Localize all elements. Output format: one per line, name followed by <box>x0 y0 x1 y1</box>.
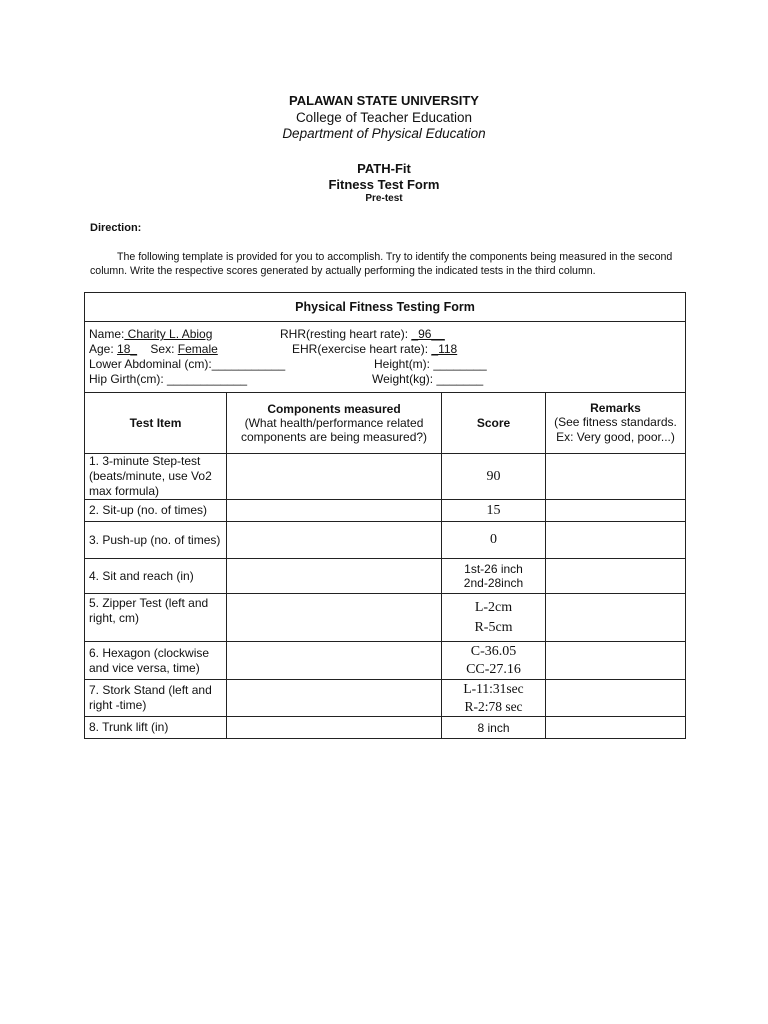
components-cell <box>227 594 442 642</box>
table-row <box>85 642 686 680</box>
score-cell <box>442 559 546 594</box>
components-cell <box>227 559 442 594</box>
age-label: Age: <box>89 342 114 356</box>
components-cell <box>227 454 442 500</box>
form-name: Fitness Test Form <box>328 177 440 192</box>
age-value: 18_ <box>117 342 138 356</box>
score-cell <box>442 642 546 680</box>
ehr-label: EHR(exercise heart rate): <box>292 342 429 356</box>
table-row <box>85 559 686 594</box>
test-item-cell: 5. Zipper Test (left and right, cm) <box>85 594 227 642</box>
remarks-cell <box>546 454 686 500</box>
fitness-test-table <box>84 292 686 739</box>
remarks-cell <box>546 594 686 642</box>
rhr-value: _96__ <box>411 327 445 341</box>
score-line-1: C-36.05 <box>470 643 517 659</box>
personal-info <box>85 322 686 393</box>
department-name: Department of Physical Education <box>282 126 486 141</box>
course-title: PATH-Fit <box>357 161 411 176</box>
components-cell <box>227 717 442 739</box>
header-components <box>227 393 442 454</box>
score-cell: 0 <box>442 522 546 559</box>
test-item-cell: 2. Sit-up (no. of times) <box>85 500 227 522</box>
score-line-2: R-5cm <box>474 619 513 635</box>
components-cell <box>227 522 442 559</box>
ehr-value: _118 <box>431 342 458 356</box>
score-line-2: R-2:78 sec <box>464 699 523 714</box>
sex-label: Sex: <box>150 342 175 356</box>
header-remarks <box>546 393 686 454</box>
name-label: Name: <box>89 327 125 341</box>
table-row <box>85 680 686 717</box>
table-row <box>85 500 686 522</box>
components-cell <box>227 642 442 680</box>
height-field: Height(m): ________ <box>374 357 487 371</box>
header-score: Score <box>442 393 546 454</box>
components-cell <box>227 500 442 522</box>
score-line-1: L-11:31sec <box>463 681 524 696</box>
score-cell <box>442 594 546 642</box>
test-item-cell: 4. Sit and reach (in) <box>85 559 227 594</box>
remarks-cell <box>546 559 686 594</box>
table-title: Physical Fitness Testing Form <box>85 293 686 322</box>
test-item-cell: 8. Trunk lift (in) <box>85 717 227 739</box>
score-line-2: CC-27.16 <box>466 661 521 677</box>
direction-text <box>90 250 686 278</box>
direction-label: Direction: <box>90 222 142 234</box>
lower-abdominal-field: Lower Abdominal (cm):___________ <box>89 357 286 371</box>
sex-value: Female <box>177 342 218 356</box>
direction-body: The following template is provided for you to accomplish. Try to identify the components being measured in the second column. Write the respective scores generated by actually performing the indicated tests in the third column. <box>90 251 673 277</box>
table-row <box>85 454 686 500</box>
score-cell: 15 <box>442 500 546 522</box>
weight-field: Weight(kg): _______ <box>372 372 484 386</box>
components-title: Components measured <box>267 402 401 416</box>
table-row <box>85 594 686 642</box>
test-item-cell: 1. 3-minute Step-test (beats/minute, use Vo2 max formula) <box>85 454 227 500</box>
table-row <box>85 522 686 559</box>
header-test-item: Test Item <box>85 393 227 454</box>
test-item-cell: 7. Stork Stand (left and right -time) <box>85 680 227 717</box>
university-name: PALAWAN STATE UNIVERSITY <box>289 93 479 108</box>
name-value: Charity L. Abiog <box>124 327 213 341</box>
components-cell <box>227 680 442 717</box>
remarks-cell <box>546 522 686 559</box>
rhr-label: RHR(resting heart rate): <box>280 327 409 341</box>
remarks-cell <box>546 717 686 739</box>
remarks-cell <box>546 500 686 522</box>
college-name: College of Teacher Education <box>295 110 473 125</box>
test-item-cell: 3. Push-up (no. of times) <box>85 522 227 559</box>
test-type: Pre-test <box>365 193 403 204</box>
score-cell <box>442 680 546 717</box>
remarks-title: Remarks <box>590 401 641 415</box>
score-line-2: 2nd-28inch <box>463 576 524 590</box>
rhr-field <box>280 327 445 342</box>
components-subtitle: (What health/performance related components are being measured?) <box>240 416 428 444</box>
hip-girth-field: Hip Girth(cm): ____________ <box>89 372 248 386</box>
test-item-cell: 6. Hexagon (clockwise and vice versa, time) <box>85 642 227 680</box>
table-row <box>85 717 686 739</box>
score-cell: 90 <box>442 454 546 500</box>
score-line-1: 1st-26 inch <box>464 562 523 576</box>
score-line-1: L-2cm <box>474 599 513 615</box>
remarks-subtitle: (See fitness standards. Ex: Very good, poor...) <box>554 415 677 444</box>
remarks-cell <box>546 680 686 717</box>
remarks-cell <box>546 642 686 680</box>
score-cell: 8 inch <box>442 717 546 739</box>
ehr-field <box>292 342 457 357</box>
